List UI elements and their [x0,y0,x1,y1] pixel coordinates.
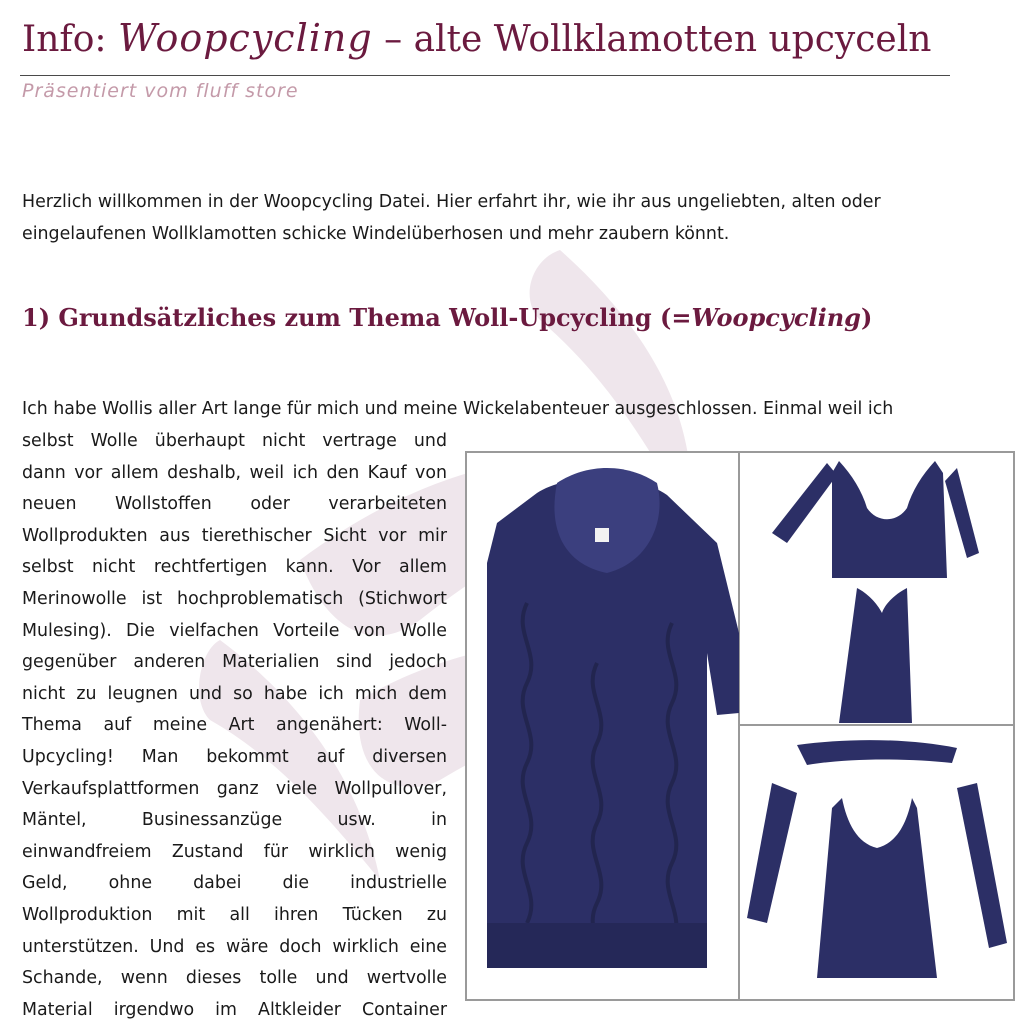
section-heading-brand: Woopcycling [691,303,861,332]
sweater-photo-collage [465,451,1015,1001]
body-line: selbst nicht rechtfertigen kann. Vor allem [22,557,447,578]
body-line: selbst Wolle überhaupt nicht vertrage und [22,431,447,451]
body-line: nicht zu leugnen und so habe ich mich dem [22,683,447,704]
body-line: gegenüber anderen Materialien sind jedoch [22,652,447,673]
intro-paragraph: Herzlich willkommen in der Woopcycling Datei. Hier erfahrt ihr, wie ihr aus ungeliebten, alten oder eingelaufenen Wollklamotten schicke Windelüberhosen und mehr zaubern könnt. [22,192,881,244]
body-line: Mulesing). Die vielfachen Vorteile von Wolle [22,620,447,641]
body-line: Material irgendwo im Altkleider Container [22,999,447,1020]
collage-illustration [467,453,1013,999]
cut-sweater-pieces-photo [772,461,979,723]
whole-sweater-photo [487,468,739,968]
body-line: Verkaufsplattformen ganz viele Wollpullover, [22,778,447,799]
body-line: Schande, wenn dieses tolle und wertvolle [22,968,447,989]
title-divider [20,75,950,76]
body-line: Thema auf meine Art angenähert: Woll- [22,715,447,736]
section-heading-suffix: ) [860,303,873,332]
section-lead-line: Ich habe Wollis aller Art lange für mich und meine Wickelabenteuer ausgeschlossen. Einmal weil ich [22,399,894,419]
section-heading [22,298,872,338]
page-subtitle: Präsentiert vom fluff store [22,80,299,102]
body-line: Geld, ohne dabei die industrielle [22,873,447,894]
body-line: einwandfreiem Zustand für wirklich wenig [22,841,447,862]
body-line: unterstützen. Und es wäre doch wirklich eine [22,936,447,957]
body-line: Mäntel, Businessanzüge usw. in [22,810,447,831]
section-body-column [22,426,447,1026]
body-line: Wollprodukten aus tierethischer Sicht vor mir [22,525,447,546]
title-brand: Woopcycling [117,16,373,60]
body-line: dann vor allem deshalb, weil ich den Kauf von [22,462,447,483]
section-heading-prefix: 1) Grundsätzliches zum Thema Woll-Upcycling (= [22,303,692,332]
title-suffix: – alte Wollklamotten upcyceln [372,19,932,60]
body-line: Wollproduktion mit all ihren Tücken zu [22,904,447,925]
page-title [22,10,931,68]
title-prefix: Info: [22,19,118,60]
body-line: Upcycling! Man bekommt auf diversen [22,746,447,767]
body-line: neuen Wollstoffen oder verarbeiteten [22,494,447,515]
body-line: Merinowolle ist hochproblematisch (Stichwort [22,588,447,609]
sweater-panels-photo [747,740,1007,978]
